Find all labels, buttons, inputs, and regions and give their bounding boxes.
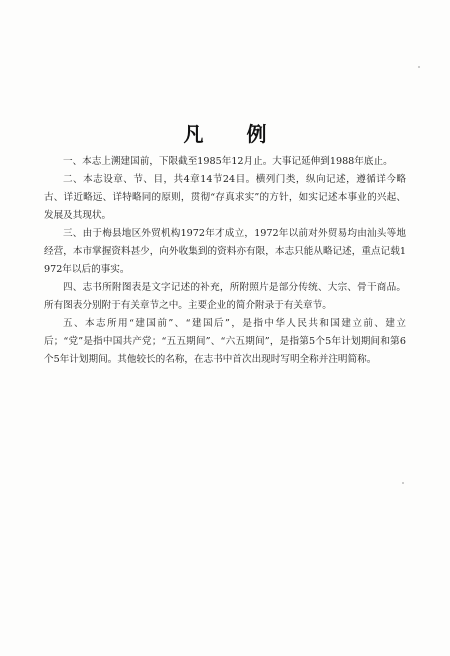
scan-speck — [402, 482, 404, 484]
paragraph-1: 一、本志上溯建国前，下限截至1985年12月止。大事记延伸到1988年底止。 — [63, 156, 393, 167]
scan-speck — [418, 66, 420, 68]
document-body — [44, 153, 406, 369]
page-title: 凡 例 — [183, 122, 285, 146]
paragraph-5: 五、本志所用“建国前”、“建国后”，是指中华人民共和国建立前、建立后；“党”是指中国共产党；“五五期间”、“六五期间”，是指第5个5年计划期间和第6个5年计划期间。其他较长的名称，在志书中首次出现时写明全称并注明简称。 — [44, 318, 406, 365]
paragraph-4: 四、志书所附图表是文字记述的补充，所附照片是部分传统、大宗、骨干商品。所有图表分别附于有关章节之中。主要企业的简介附录于有关章节。 — [44, 282, 406, 311]
paragraph-2: 二、本志设章、节、目，共4章14节24目。横列门类，纵向记述，遵循详今略古、详近略远、详特略同的原则，贯彻“存真求实”的方针，如实记述本事业的兴起、发展及其现状。 — [44, 174, 406, 221]
paragraph-3: 三、由于梅县地区外贸机构1972年才成立，1972年以前对外贸易均由汕头等地经营，本市掌握资料甚少，向外收集到的资料亦有限，本志只能从略记述，重点记载1972年以后的事实。 — [44, 228, 406, 275]
